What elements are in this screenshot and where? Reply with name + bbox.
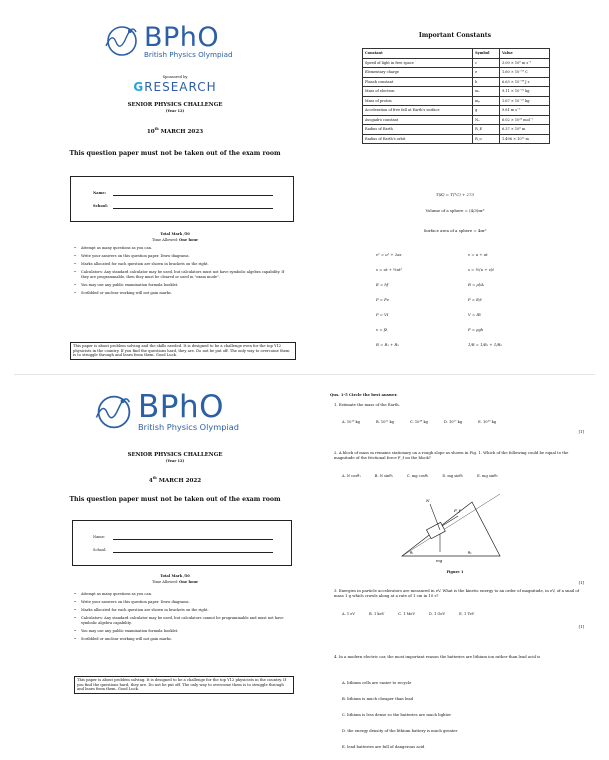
- normal-force-label: N: [426, 498, 430, 503]
- option[interactable]: D. 1 GeV: [429, 612, 446, 616]
- question-2-mark: [1]: [578, 580, 584, 585]
- sponsor-logo: [52, 80, 298, 94]
- instruction-item: • Write your answers on this question paper. Draw diagrams.: [74, 600, 289, 605]
- logo-subtitle: British Physics Olympiad: [144, 50, 233, 59]
- formula-right: V = IR: [468, 312, 481, 317]
- formula-left: P = Fv: [376, 297, 389, 302]
- friction-arrow: [442, 516, 458, 526]
- angle-2-label: θ₂: [468, 551, 472, 555]
- option[interactable]: B. lithium is much cheaper than lead: [342, 696, 414, 701]
- slope-diagram: [396, 484, 506, 566]
- question-3-text: 3. Energies in particle accelerators are measured in eV. What is the kinetic energy to an order of magnitude, in eV, of a snail of mass 1 g which crawls along at a rate of 1 cm in 10 s?: [334, 588, 580, 599]
- paper-year: (Year 12): [165, 459, 185, 463]
- total-mark: Total Mark /50: [160, 232, 190, 236]
- constants-table: [362, 48, 550, 144]
- school-label: School:: [93, 548, 107, 552]
- option[interactable]: E. lead batteries are full of dangerous acid: [342, 744, 425, 749]
- question-3-mark: [1]: [578, 624, 584, 629]
- option[interactable]: D. mg sinθ₁: [442, 474, 464, 478]
- option[interactable]: C. mg cosθ₂: [406, 474, 429, 478]
- table-row: Mass of proton mₚ 1.67 × 10⁻²⁷ kg: [363, 96, 550, 106]
- table-row: Planck constant h 6.63 × 10⁻³⁴ J s: [363, 77, 550, 87]
- table-row: Radius of Earth R_E 6.37 × 10⁶ m: [363, 125, 550, 135]
- sphere-volume-formula: Volume of a sphere = (4/3)πr³: [425, 208, 485, 213]
- school-field[interactable]: [113, 552, 273, 553]
- formula-left: P = VI: [376, 312, 389, 317]
- option[interactable]: A. lithium cells are easier to recycle: [342, 680, 412, 685]
- atom-wave-icon: [102, 24, 142, 58]
- table-row: Mass of electron mₑ 9.11 × 10⁻³¹ kg: [363, 87, 550, 97]
- instruction-item: • Marks allocated for each question are shown in brackets on the right.: [74, 608, 289, 613]
- option[interactable]: E. 1 TeV: [459, 612, 475, 616]
- table-row: Avogadro constant Nₐ 6.02 × 10²³ mol⁻¹: [363, 115, 550, 125]
- paper-title: SENIOR PHYSICS CHALLENGE: [127, 102, 223, 108]
- school-field[interactable]: [113, 208, 273, 209]
- slope-line: [402, 494, 500, 556]
- formula-left: v² = u² + 2as: [376, 252, 402, 257]
- table-row: Radius of Earth's orbit R_o 1.496 × 10¹¹ m: [363, 134, 550, 144]
- formula-left: E = hf: [376, 282, 389, 287]
- table-row: Acceleration of free fall at Earth's surface g 9.81 m s⁻²: [363, 106, 550, 116]
- question-1-options: [342, 420, 496, 424]
- angle-1-label: θ₁: [410, 551, 414, 555]
- instruction-item: • Write your answers on this question paper. Draw diagrams.: [74, 254, 289, 259]
- exam-room-warning: This question paper must not be taken out of the exam room: [69, 496, 281, 503]
- option[interactable]: E. 10³⁰ kg: [478, 420, 497, 424]
- name-school-box: [72, 520, 292, 566]
- name-label: Name:: [93, 191, 107, 195]
- instruction-item: • Scribbled or unclear working will not gain marks.: [74, 637, 289, 642]
- formula-right: R = ρl/A: [468, 282, 484, 287]
- paper-year: (Year 12): [165, 109, 185, 113]
- school-label: School:: [93, 204, 108, 208]
- exam-room-warning: This question paper must not be taken out of the exam room: [69, 150, 281, 157]
- figure-1-caption: Figure 1: [446, 570, 464, 574]
- constants-title: Important Constants: [418, 32, 492, 39]
- paper-title: SENIOR PHYSICS CHALLENGE: [127, 452, 223, 458]
- sponsor-label: Sponsored by: [162, 75, 188, 79]
- bpho-logo: [102, 24, 233, 59]
- formula-right: 1/R = 1/R₁ + 1/R₂: [468, 342, 502, 347]
- sheet-divider: [14, 374, 595, 375]
- sponsor-initial: G: [133, 80, 145, 94]
- formula-right: P = E/t: [468, 297, 482, 302]
- name-label: Name:: [93, 535, 106, 539]
- formula-right: v = u + at: [468, 252, 488, 257]
- weight-label: mg: [436, 558, 443, 563]
- bpho-logo: [92, 389, 239, 432]
- formula-left: R = R₁ + R₂: [376, 342, 399, 347]
- atom-wave-icon: [92, 393, 136, 431]
- name-field[interactable]: [113, 539, 273, 540]
- page-2023-cover: [52, 14, 298, 368]
- question-2-text: 2. A block of mass m remains stationary on a rough slope as shown in Fig. 1. Which of the following could be equal to the magnitude of the frictional force F_f on the block?: [334, 450, 569, 461]
- option[interactable]: D. 10²⁷ kg: [443, 420, 463, 424]
- table-header-row: [363, 49, 550, 59]
- logo-word: BPhO: [138, 389, 225, 425]
- instruction-item: • Marks allocated for each question are shown in brackets on the right.: [74, 262, 289, 267]
- question-1-mark: [1]: [578, 429, 584, 434]
- challenge-note: This paper is about problem solving. It is designed to be a challenge for the top Y12 physicists in the country. If you find the questions hard, they are. Do not be put off. The only way to overcome them is to struggle through and learn from them. Good Luck.: [74, 676, 294, 694]
- option[interactable]: B. 10²¹ kg: [375, 420, 394, 424]
- option[interactable]: C. lithium is less dense so the batteries are much lighter: [342, 712, 452, 717]
- option[interactable]: D. the energy density of the lithium battery is much greater: [342, 728, 458, 733]
- question-1-text: 1. Estimate the mass of the Earth.: [334, 402, 400, 407]
- option[interactable]: A. N cosθ₁: [342, 474, 361, 478]
- logo-subtitle: British Physics Olympiad: [138, 422, 239, 432]
- page-2023-constants: [318, 14, 592, 368]
- instruction-item: • Attempt as many questions as you can.: [74, 592, 289, 597]
- table-row: Elementary charge e 1.60 × 10⁻¹⁹ C: [363, 68, 550, 78]
- page-2022-cover: [52, 384, 298, 756]
- formula-left: s = ut + ½at²: [376, 267, 403, 272]
- option[interactable]: C. 1 MeV: [398, 612, 416, 616]
- formula-right: s = ½(u + v)t: [468, 267, 494, 272]
- challenge-note: This paper is about problem solving and the skills needed. It is designed to be a challenge even for the top Y12 physicists in the country. If you find the questions hard, they are. Do not be put off. The only way to overcome them is to struggle through and learn from them. Good Luck.: [70, 342, 296, 360]
- total-mark: Total Mark /50: [160, 574, 190, 578]
- instructions-list: [74, 246, 289, 299]
- friction-label: F_f: [454, 508, 461, 513]
- formula-left: v = fλ: [376, 327, 388, 332]
- instruction-item: • Calculators: Any standard calculator may be used, but calculators cannot be programmable and must not have symbolic algebra capability.: [74, 616, 289, 626]
- header-symbol: Symbol: [473, 49, 500, 59]
- paper-date: 10th MARCH 2023: [146, 127, 204, 135]
- instruction-item: • You may use any public examination formula booklet.: [74, 283, 289, 288]
- instruction-item: • You may use any public examination formula booklet.: [74, 629, 289, 634]
- option[interactable]: A. 10¹⁸ kg: [342, 420, 360, 424]
- question-2-options: [342, 474, 498, 478]
- question-4-text: 4. In a modern electric car, the most important reason the batteries are lithium ion rather than lead acid is: [334, 654, 541, 659]
- question-3-options: [342, 612, 474, 616]
- option[interactable]: B. 1 keV: [369, 612, 385, 616]
- sphere-area-formula: Surface area of a sphere = 4πr²: [423, 228, 487, 233]
- instruction-item: • Scribbled or unclear working will not gain marks.: [74, 291, 289, 296]
- slope-triangle: [402, 502, 500, 556]
- header-value: Value: [499, 49, 549, 59]
- table-row: Speed of light in free space c 3.00 × 10⁸ m s⁻¹: [363, 58, 550, 68]
- instructions-list: [74, 592, 289, 645]
- time-allowed: Time Allowed: One hour: [152, 580, 198, 584]
- page-2022-questions: [318, 384, 592, 756]
- option[interactable]: C. 10²⁴ kg: [409, 420, 428, 424]
- name-field[interactable]: [113, 195, 273, 196]
- formula-right: P = ρgh: [468, 327, 484, 332]
- logo-word: BPhO: [144, 22, 220, 53]
- option[interactable]: E. mg sinθ₂: [477, 474, 498, 478]
- instruction-item: • Attempt as many questions as you can.: [74, 246, 289, 251]
- header-constant: Constant: [363, 49, 473, 59]
- time-allowed: Time Allowed: One hour: [152, 238, 198, 242]
- option[interactable]: B. N sinθ₁: [374, 474, 393, 478]
- option[interactable]: A. 1 eV: [342, 612, 356, 616]
- name-school-box: [70, 176, 294, 222]
- questions-heading: Qus. 1-5 Circle the best answer.: [330, 392, 398, 397]
- sponsor-name: RESEARCH: [144, 80, 217, 94]
- instruction-item: • Calculators: Any standard calculator may be used, but calculators must not have symbolic algebra capability. If they are programmable, then they must be cleared or used in "exam mode".: [74, 270, 289, 280]
- paper-date: 4th MARCH 2022: [148, 476, 202, 484]
- kelvin-formula: T(K) = T(°C) + 273: [436, 192, 474, 197]
